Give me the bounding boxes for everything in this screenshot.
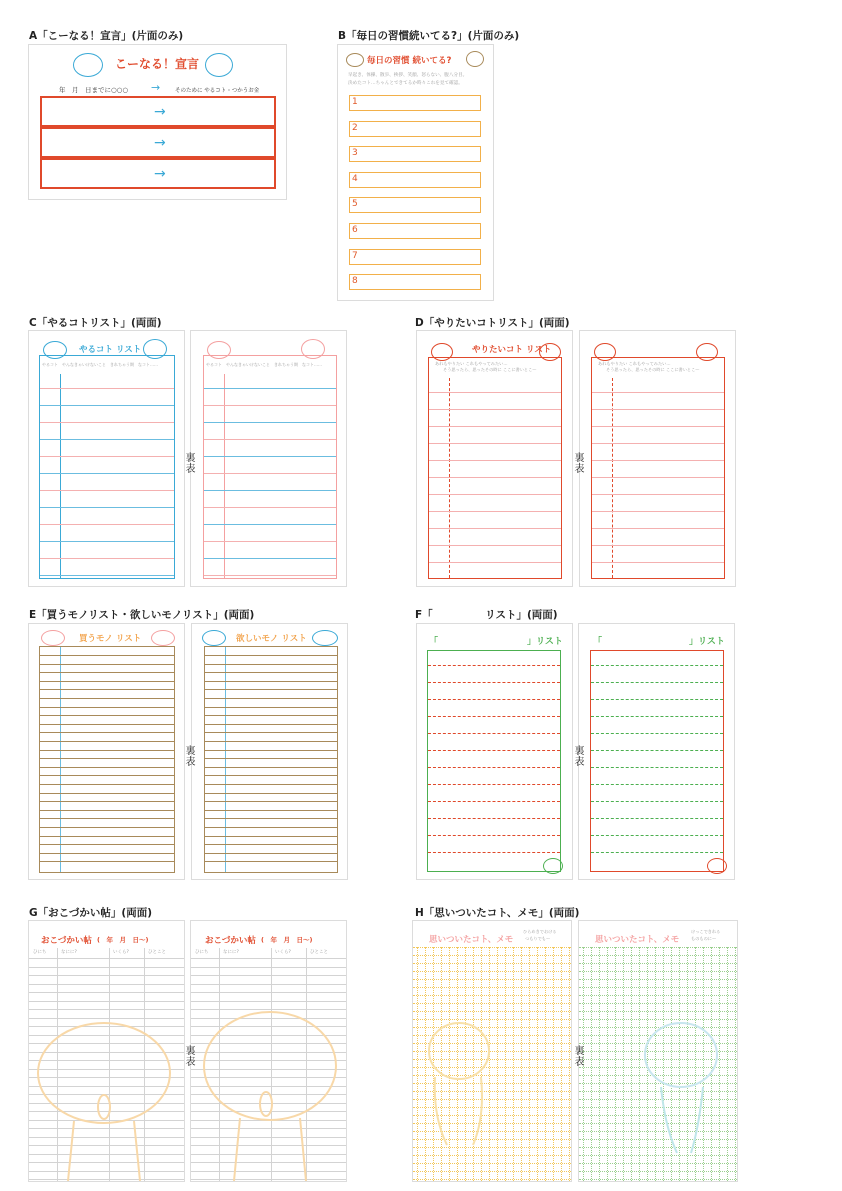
grid-row-line [413,1163,572,1164]
ruled-line [428,699,560,700]
face-right-icon [466,51,484,67]
card-f-title-suffix: 」リスト [689,637,725,647]
mascot-watermark [34,1021,184,1181]
ruled-line [205,784,337,785]
ledger-col-header: ひにち [195,950,209,955]
grid-col-line [529,947,530,1182]
habit-row: 8 [349,274,481,290]
ruled-line [205,672,337,673]
grid-row-line [579,955,738,956]
ruled-line [591,784,723,785]
ruled-line [592,494,724,495]
side-label-d: 裏表 [572,452,583,474]
grid-row-line [579,979,738,980]
card-g-date: ( 年 月 日〜) [261,936,313,944]
ruled-line [204,507,336,508]
grid-row-line [413,979,572,980]
ruled-line [205,801,337,802]
card-e-buy [28,623,185,880]
ruled-line [428,835,560,836]
card-f-front [578,623,735,880]
ruled-line [205,724,337,725]
card-e-want-title: 欲しいモノ リスト [236,634,307,644]
declaration-row [40,96,276,127]
ruled-line [205,827,337,828]
habit-row: 1 [349,95,481,111]
ruled-line [40,758,174,759]
ruled-line [428,818,560,819]
card-a-subline-left: 年 月 日までに○○○ [59,86,129,94]
side-label-e: 裏表 [183,745,194,767]
card-a-arrow: → [151,81,161,94]
ruled-line [592,545,724,546]
card-h-note-2: つもりでも〜 [525,936,551,941]
ruled-line [592,443,724,444]
ruled-line [428,665,560,666]
ruled-line [205,844,337,845]
section-title-g: G「おこづかい帖」(両面) [29,907,153,919]
card-f-title-suffix: 」リスト [527,637,563,647]
grid-row-line [579,1011,738,1012]
grid-row-line [579,947,738,948]
card-f-back [416,623,573,880]
ruled-line [429,426,561,427]
grid-col-line [561,947,562,1182]
grid-row-line [413,963,572,964]
ruled-line [40,422,174,423]
grid-row-line [413,1147,572,1148]
ruled-line [40,836,174,837]
ruled-line [591,750,723,751]
ledger-row-line [191,967,347,968]
ruled-line [205,793,337,794]
ruled-line [592,409,724,410]
grid-row-line [413,987,572,988]
section-title-a: A「こーなる！宣言」(片面のみ) [29,30,184,42]
card-d-back [416,330,573,587]
grid-col-line [505,947,506,1182]
ruled-line [591,699,723,700]
ruled-line [205,707,337,708]
face-left-icon [202,630,226,646]
ruled-line [429,460,561,461]
side-label-f: 裏表 [572,745,583,767]
ruled-line [428,716,560,717]
card-c-title: やるコト リスト [79,345,142,355]
grid-col-line [591,947,592,1182]
side-label-h: 裏表 [572,1045,583,1067]
ruled-line [40,810,174,811]
face-left-icon [41,630,65,646]
ruled-line [428,733,560,734]
list-header: やるコト やんなきゃいけないこと きれちゃう期 なコト…… [206,362,322,367]
habit-row: 7 [349,249,481,265]
ledger-row-line [29,984,185,985]
ruled-line [204,439,336,440]
grid-row-line [579,995,738,996]
list-area [591,357,725,579]
row-arrow: → [154,135,166,151]
ruled-line [40,818,174,819]
ruled-line [205,758,337,759]
ruled-line [40,689,174,690]
ruled-line [40,490,174,491]
ruled-line [428,852,560,853]
ruled-line [591,801,723,802]
ruled-line [40,672,174,673]
ruled-line [40,575,174,576]
grid-col-line [735,947,736,1182]
face-right-icon [205,53,233,77]
ruled-line [204,558,336,559]
ruled-line [40,715,174,716]
ruled-line [429,443,561,444]
ruled-line [204,575,336,576]
ledger-col-header: いくら? [113,950,129,955]
card-a-subline-right: そのために やるコト・つかうお金 [175,88,260,94]
card-c-front [190,330,347,587]
card-g-title: おこづかい帖 [41,936,92,946]
list-divider [612,378,613,578]
ruled-line [205,767,337,768]
grid-row-line [413,1003,572,1004]
side-label-c: 裏表 [183,452,194,474]
ruled-line [40,844,174,845]
grid-row-line [579,1171,738,1172]
ruled-line [205,810,337,811]
ruled-line [40,732,174,733]
habit-row: 2 [349,121,481,137]
ruled-line [204,541,336,542]
ruled-line [592,562,724,563]
card-g-front [190,920,347,1182]
face-right-icon [312,630,338,646]
ledger-row-line [191,984,347,985]
ruled-line [40,405,174,406]
grid-row-line [413,947,572,948]
ruled-line [591,835,723,836]
ruled-line [591,733,723,734]
ledger-header [29,948,185,958]
ruled-line [40,793,174,794]
ledger-col-header: ひとこと [310,950,328,955]
grid-col-line [623,947,624,1182]
list-note-2: そう思ったら、思ったその時に ここに書いとこ〜 [606,367,700,372]
ruled-line [205,681,337,682]
ruled-line [204,422,336,423]
ruled-line [592,511,724,512]
ruled-line [205,750,337,751]
ledger-col-header: いくら? [275,950,291,955]
card-d-front [579,330,736,587]
grid-row-line [413,1155,572,1156]
ruled-line [40,473,174,474]
ruled-line [204,473,336,474]
ledger-row-line [191,975,347,976]
grid-col-line [537,947,538,1182]
habit-row: 3 [349,146,481,162]
ledger-row-line [29,992,185,993]
ruled-line [40,681,174,682]
grid-col-line [607,947,608,1182]
ruled-line [591,818,723,819]
ledger-row-line [29,958,185,959]
ruled-line [205,775,337,776]
grid-row-line [413,1179,572,1180]
card-h-note-1: ひらめきでおける [523,929,557,934]
grid-row-line [579,963,738,964]
list-area [427,650,561,872]
grid-col-line [545,947,546,1182]
ruled-line [429,545,561,546]
grid-row-line [579,1003,738,1004]
declaration-row [40,127,276,158]
ledger-col-header: ひにち [33,950,47,955]
ruled-line [40,698,174,699]
ruled-line [205,732,337,733]
ruled-line [205,861,337,862]
face-corner-icon [543,858,563,874]
grid-col-line [599,947,600,1182]
ruled-line [40,741,174,742]
mascot-watermark [637,1017,727,1157]
section-title-f: F「 リスト」(両面) [415,609,558,621]
card-h-note-1: けっこできれる [691,929,721,934]
ruled-line [204,490,336,491]
card-b-desc-1: 早起き、体操、散歩、挨拶、笑顔、怒らない、腹八分目。 [348,73,468,78]
grid-col-line [631,947,632,1182]
section-title-e: E「買うモノリスト・欲しいモノリスト」(両面) [29,609,255,621]
ruled-line [429,392,561,393]
ruled-line [205,853,337,854]
ruled-line [591,665,723,666]
ruled-line [592,477,724,478]
ledger-row-line [29,967,185,968]
row-arrow: → [154,166,166,182]
list-area [39,355,175,579]
ruled-line [40,724,174,725]
ledger-col-header: なにに? [223,950,239,955]
list-area [204,646,338,873]
grid-col-line [615,947,616,1182]
list-note-1: あれもやりたい これもやってみたい… [435,361,508,366]
ruled-line [205,689,337,690]
ruled-line [40,524,174,525]
ruled-line [592,460,724,461]
card-f-open-bracket: 「 [429,637,439,647]
row-arrow: → [154,104,166,120]
ruled-line [40,456,174,457]
ledger-col-header: ひとこと [148,950,166,955]
face-right-icon [151,630,175,646]
list-area [590,650,724,872]
ledger-row-line [191,958,347,959]
ruled-line [40,439,174,440]
ruled-line [591,767,723,768]
card-b-desc-2: 決めたコト…ちゃんとできてるか時々これを見て確認。 [348,81,463,86]
ruled-line [205,715,337,716]
grid-col-line [513,947,514,1182]
ruled-line [428,767,560,768]
grid-row-line [413,971,572,972]
habit-row: 6 [349,223,481,239]
ruled-line [204,405,336,406]
ruled-line [40,861,174,862]
ledger-header [191,948,347,958]
ruled-line [429,562,561,563]
ruled-line [205,698,337,699]
ruled-line [40,707,174,708]
list-note-2: そう思ったら、思ったその時に ここに書いとこ〜 [443,367,537,372]
ruled-line [204,456,336,457]
grid-col-line [727,947,728,1182]
card-b-title: 毎日の習慣 続いてる? [367,56,452,66]
ruled-line [205,818,337,819]
ledger-row-line [29,1001,185,1002]
card-d-title: やりたいコト リスト [472,345,552,355]
ruled-line [429,494,561,495]
list-divider [449,378,450,578]
card-g-title: おこづかい帖 [205,936,256,946]
ruled-line [592,392,724,393]
ruled-line [429,477,561,478]
ruled-line [40,767,174,768]
card-h-front [578,920,738,1182]
card-h-back [412,920,572,1182]
grid-row-line [579,971,738,972]
card-b-habits [337,44,494,301]
ledger-row-line [29,1009,185,1010]
list-note-1: あれもやりたい これもやってみたい… [598,361,671,366]
habit-row: 4 [349,172,481,188]
grid-row-line [413,1011,572,1012]
section-title-h: H「思いついたコト、メモ」(両面) [415,907,580,919]
ruled-line [429,511,561,512]
ruled-line [40,801,174,802]
grid-col-line [417,947,418,1182]
face-corner-icon [707,858,727,874]
ruled-line [428,784,560,785]
grid-row-line [413,995,572,996]
ruled-line [428,750,560,751]
ruled-line [205,664,337,665]
ruled-line [40,853,174,854]
grid-row-line [579,1163,738,1164]
grid-row-line [413,1171,572,1172]
ruled-line [429,528,561,529]
ledger-row-line [191,992,347,993]
ruled-line [40,541,174,542]
card-e-buy-title: 買うモノ リスト [79,634,142,644]
ruled-line [592,426,724,427]
ledger-col-header: なにに? [61,950,77,955]
list-area [428,357,562,579]
ruled-line [205,836,337,837]
section-title-b: B「毎日の習慣続いてる?」(片面のみ) [338,30,520,42]
mascot-watermark [196,1006,346,1181]
card-c-back [28,330,185,587]
ruled-line [40,784,174,785]
card-h-title: 思いついたコト、メモ [429,935,514,945]
card-a-declaration [28,44,287,200]
face-left-icon [73,53,103,77]
grid-row-line [413,955,572,956]
grid-row-line [579,1179,738,1180]
habit-row: 5 [349,197,481,213]
ruled-line [40,507,174,508]
ruled-line [204,524,336,525]
grid-col-line [553,947,554,1182]
card-e-want [191,623,348,880]
ruled-line [591,716,723,717]
card-g-back [28,920,185,1182]
section-title-d: D「やりたいコトリスト」(両面) [415,317,570,329]
ledger-row-line [191,1001,347,1002]
side-label-g: 裏表 [183,1045,194,1067]
card-f-open-bracket: 「 [593,637,603,647]
ruled-line [205,741,337,742]
list-header: やるコト やんなきゃいけないこと きれちゃう期 なコト…… [42,362,158,367]
list-area [203,355,337,579]
ruled-line [428,801,560,802]
ruled-line [205,655,337,656]
mascot-watermark [423,1017,503,1147]
grid-col-line [521,947,522,1182]
card-g-date: ( 年 月 日〜) [97,936,149,944]
ruled-line [40,655,174,656]
card-h-title: 思いついたコト、メモ [595,935,680,945]
card-h-note-2: ものものに〜 [691,936,717,941]
card-a-title: こーなる！宣言 [115,57,200,71]
ledger-row-line [29,1018,185,1019]
ruled-line [204,388,336,389]
ruled-line [40,388,174,389]
grid-row-line [579,987,738,988]
ruled-line [40,827,174,828]
declaration-row [40,158,276,189]
ruled-line [592,528,724,529]
ruled-line [40,750,174,751]
ruled-line [591,852,723,853]
ruled-line [429,409,561,410]
face-left-icon [346,53,364,67]
section-title-c: C「やるコトリスト」(両面) [29,317,162,329]
ruled-line [40,775,174,776]
ledger-row-line [29,975,185,976]
list-area [39,646,175,873]
ruled-line [40,558,174,559]
ruled-line [40,664,174,665]
ruled-line [428,682,560,683]
ruled-line [591,682,723,683]
